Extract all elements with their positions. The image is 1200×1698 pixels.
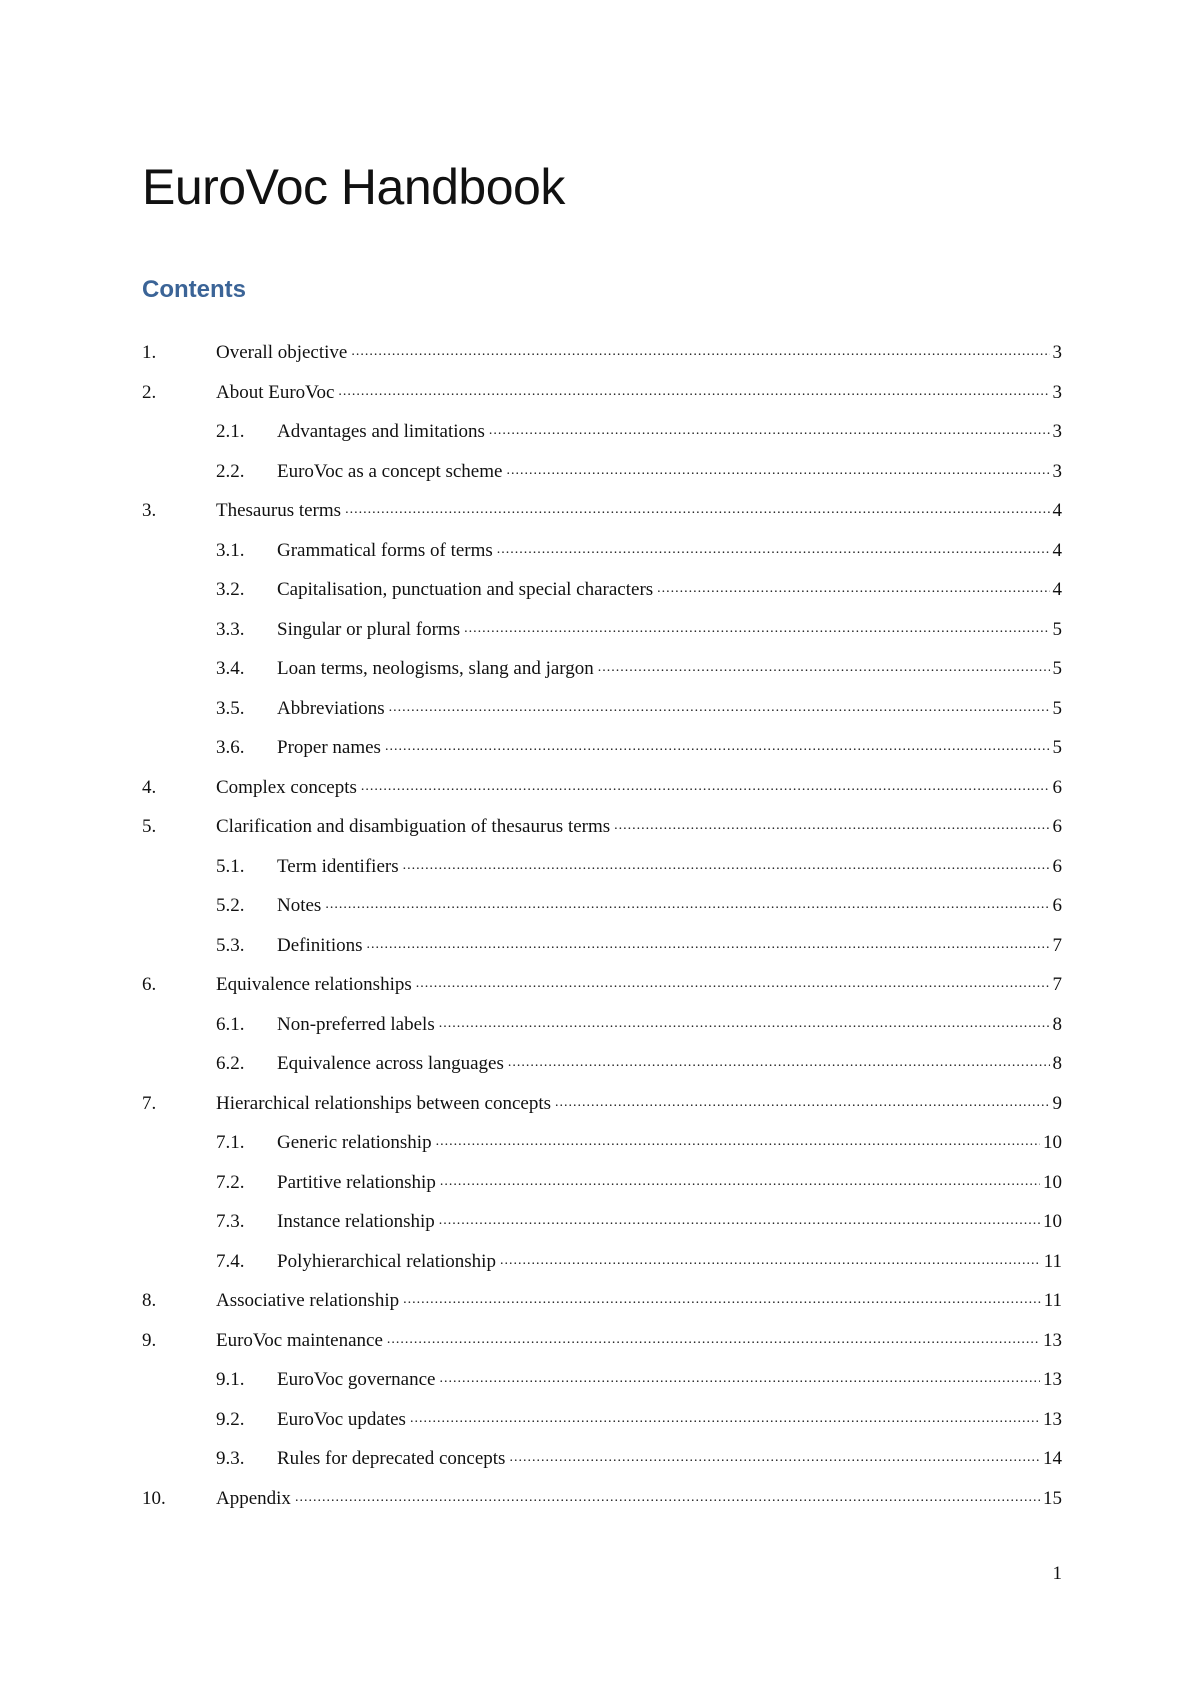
toc-entry-label[interactable]: Generic relationship	[277, 1132, 432, 1154]
toc-dot-leader	[325, 896, 1049, 915]
toc-entry[interactable]	[142, 1044, 1062, 1084]
toc-entry-label[interactable]: Rules for deprecated concepts	[277, 1448, 506, 1470]
toc-entry[interactable]	[142, 452, 1062, 492]
toc-entry-label[interactable]: Instance relationship	[277, 1211, 435, 1233]
toc-dot-leader	[508, 1054, 1050, 1073]
toc-entry-number: 4.	[142, 776, 157, 798]
toc-entry[interactable]	[142, 1479, 1062, 1519]
toc-dot-leader	[464, 620, 1049, 639]
toc-entry[interactable]	[142, 965, 1062, 1005]
toc-entry-label[interactable]: Singular or plural forms	[277, 618, 461, 640]
table-of-contents	[142, 333, 1062, 1518]
toc-entry-page[interactable]: 3	[1052, 460, 1062, 482]
toc-entry-label[interactable]: Definitions	[277, 934, 363, 956]
toc-entry-number: 8.	[142, 1290, 157, 1312]
toc-entry-label[interactable]: Grammatical forms of terms	[277, 539, 493, 561]
toc-entry-number: 5.1.	[216, 855, 245, 877]
toc-entry-label[interactable]: Advantages and limitations	[277, 421, 485, 443]
toc-entry-page[interactable]: 6	[1052, 816, 1062, 838]
toc-entry[interactable]	[142, 1321, 1062, 1361]
toc-entry[interactable]	[142, 1360, 1062, 1400]
toc-entry-label[interactable]: Polyhierarchical relationship	[277, 1250, 496, 1272]
toc-entry-label[interactable]: Overall objective	[216, 342, 348, 364]
toc-dot-leader	[614, 817, 1049, 836]
toc-entry-number: 7.1.	[216, 1132, 245, 1154]
toc-entry-label[interactable]: Clarification and disambiguation of thesaurus terms	[216, 816, 611, 838]
toc-dot-leader	[387, 1331, 1040, 1350]
toc-entry-number: 3.4.	[216, 658, 245, 680]
toc-dot-leader	[500, 1252, 1041, 1271]
toc-entry-number: 5.3.	[216, 934, 245, 956]
toc-dot-leader	[345, 501, 1049, 520]
toc-dot-leader	[506, 462, 1049, 481]
toc-entry[interactable]	[142, 570, 1062, 610]
toc-dot-leader	[361, 778, 1050, 797]
toc-dot-leader	[403, 857, 1050, 876]
toc-entry[interactable]	[142, 1005, 1062, 1045]
toc-dot-leader	[555, 1094, 1050, 1113]
toc-entry-label[interactable]: Notes	[277, 895, 322, 917]
toc-dot-leader	[295, 1489, 1040, 1508]
toc-entry-label[interactable]: Non-preferred labels	[277, 1013, 435, 1035]
toc-dot-leader	[410, 1410, 1040, 1429]
toc-entry[interactable]	[142, 412, 1062, 452]
toc-dot-leader	[489, 422, 1050, 441]
toc-entry-label[interactable]: Capitalisation, punctuation and special characters	[277, 579, 654, 601]
toc-entry-number: 3.2.	[216, 579, 245, 601]
toc-entry-label[interactable]: Complex concepts	[216, 776, 357, 798]
toc-dot-leader	[389, 699, 1050, 718]
toc-entry-number: 2.	[142, 381, 157, 403]
toc-entry-number: 9.3.	[216, 1448, 245, 1470]
toc-entry-page[interactable]: 6	[1052, 776, 1062, 798]
toc-entry-label[interactable]: EuroVoc updates	[277, 1408, 406, 1430]
toc-dot-leader	[439, 1015, 1050, 1034]
toc-dot-leader	[338, 383, 1049, 402]
toc-entry-label[interactable]: Abbreviations	[277, 697, 385, 719]
toc-entry-number: 3.3.	[216, 618, 245, 640]
toc-dot-leader	[367, 936, 1050, 955]
toc-dot-leader	[439, 1370, 1040, 1389]
toc-entry[interactable]	[142, 1439, 1062, 1479]
toc-entry[interactable]	[142, 689, 1062, 729]
toc-entry-label[interactable]: Appendix	[216, 1487, 291, 1509]
toc-entry[interactable]	[142, 1202, 1062, 1242]
toc-entry-page[interactable]: 4	[1052, 500, 1062, 522]
toc-entry-number: 1.	[142, 342, 157, 364]
toc-entry-number: 7.4.	[216, 1250, 245, 1272]
toc-entry-page[interactable]: 15	[1043, 1487, 1062, 1509]
toc-entry[interactable]	[142, 807, 1062, 847]
toc-entry-label[interactable]: EuroVoc maintenance	[216, 1329, 383, 1351]
toc-entry-number: 6.	[142, 974, 157, 996]
toc-dot-leader	[439, 1212, 1040, 1231]
toc-entry-number: 9.	[142, 1329, 157, 1351]
toc-entry-page[interactable]: 13	[1043, 1369, 1062, 1391]
toc-entry-number: 9.1.	[216, 1369, 245, 1391]
toc-entry[interactable]	[142, 1400, 1062, 1440]
toc-entry[interactable]	[142, 728, 1062, 768]
toc-entry-number: 2.2.	[216, 460, 245, 482]
toc-entry-number: 7.	[142, 1092, 157, 1114]
toc-entry-page[interactable]: 6	[1052, 895, 1062, 917]
toc-entry-number: 6.1.	[216, 1013, 245, 1035]
toc-dot-leader	[509, 1449, 1040, 1468]
toc-entry-label[interactable]: Thesaurus terms	[216, 500, 342, 522]
toc-entry-label[interactable]: Hierarchical relationships between concepts	[216, 1092, 551, 1114]
toc-entry-page[interactable]: 4	[1052, 539, 1062, 561]
toc-entry-page[interactable]: 5	[1052, 658, 1062, 680]
toc-entry-number: 3.	[142, 500, 157, 522]
toc-entry[interactable]	[142, 333, 1062, 373]
page-number: 1	[1052, 1563, 1062, 1584]
toc-entry-label[interactable]: Associative relationship	[216, 1290, 400, 1312]
toc-dot-leader	[598, 659, 1050, 678]
toc-entry-number: 3.5.	[216, 697, 245, 719]
toc-dot-leader	[403, 1291, 1041, 1310]
toc-entry-label[interactable]: Equivalence relationships	[216, 974, 412, 996]
toc-entry-page[interactable]: 3	[1052, 381, 1062, 403]
toc-entry-page[interactable]: 14	[1043, 1448, 1062, 1470]
toc-entry-page[interactable]: 7	[1052, 974, 1062, 996]
toc-entry-number: 7.3.	[216, 1211, 245, 1233]
toc-dot-leader	[385, 738, 1050, 757]
toc-entry-page[interactable]: 10	[1043, 1171, 1062, 1193]
toc-entry[interactable]	[142, 649, 1062, 689]
toc-entry-number: 10.	[142, 1487, 166, 1509]
toc-entry-page[interactable]: 11	[1043, 1290, 1062, 1312]
toc-dot-leader	[497, 541, 1050, 560]
toc-entry[interactable]	[142, 1242, 1062, 1282]
toc-entry-page[interactable]: 3	[1052, 421, 1062, 443]
toc-dot-leader	[440, 1173, 1040, 1192]
toc-entry-page[interactable]: 3	[1052, 342, 1062, 364]
toc-entry[interactable]	[142, 491, 1062, 531]
toc-entry-number: 7.2.	[216, 1171, 245, 1193]
toc-entry-page[interactable]: 9	[1052, 1092, 1062, 1114]
toc-entry-number: 5.2.	[216, 895, 245, 917]
toc-entry[interactable]	[142, 886, 1062, 926]
toc-entry-label[interactable]: Equivalence across languages	[277, 1053, 504, 1075]
toc-entry[interactable]	[142, 373, 1062, 413]
toc-entry[interactable]	[142, 1281, 1062, 1321]
document-title: EuroVoc Handbook	[142, 159, 565, 215]
toc-dot-leader	[436, 1133, 1040, 1152]
toc-entry-label[interactable]: EuroVoc as a concept scheme	[277, 460, 503, 482]
toc-entry-label[interactable]: Loan terms, neologisms, slang and jargon	[277, 658, 594, 680]
toc-entry-page[interactable]: 6	[1052, 855, 1062, 877]
contents-heading: Contents	[142, 276, 246, 303]
toc-entry-number: 3.1.	[216, 539, 245, 561]
toc-entry-number: 9.2.	[216, 1408, 245, 1430]
toc-entry-label[interactable]: About EuroVoc	[216, 381, 335, 403]
toc-entry[interactable]	[142, 1123, 1062, 1163]
toc-entry[interactable]	[142, 1163, 1062, 1203]
toc-entry-label[interactable]: Term identifiers	[277, 855, 399, 877]
toc-entry[interactable]	[142, 1084, 1062, 1124]
toc-entry-page[interactable]: 4	[1052, 579, 1062, 601]
toc-entry-page[interactable]: 11	[1043, 1250, 1062, 1272]
toc-entry[interactable]	[142, 926, 1062, 966]
toc-entry[interactable]	[142, 531, 1062, 571]
toc-dot-leader	[657, 580, 1049, 599]
toc-entry-page[interactable]: 13	[1043, 1329, 1062, 1351]
toc-entry-page[interactable]: 13	[1043, 1408, 1062, 1430]
toc-dot-leader	[351, 343, 1049, 362]
toc-entry[interactable]	[142, 610, 1062, 650]
toc-entry-label[interactable]: EuroVoc governance	[277, 1369, 436, 1391]
toc-entry-page[interactable]: 10	[1043, 1132, 1062, 1154]
toc-entry-number: 2.1.	[216, 421, 245, 443]
toc-entry-page[interactable]: 8	[1052, 1053, 1062, 1075]
toc-entry-page[interactable]: 5	[1052, 697, 1062, 719]
toc-entry-page[interactable]: 8	[1052, 1013, 1062, 1035]
toc-entry[interactable]	[142, 847, 1062, 887]
toc-entry-label[interactable]: Proper names	[277, 737, 381, 759]
toc-entry-page[interactable]: 10	[1043, 1211, 1062, 1233]
toc-entry-page[interactable]: 7	[1052, 934, 1062, 956]
toc-entry-number: 3.6.	[216, 737, 245, 759]
toc-entry-page[interactable]: 5	[1052, 737, 1062, 759]
toc-entry-label[interactable]: Partitive relationship	[277, 1171, 436, 1193]
toc-dot-leader	[416, 975, 1050, 994]
toc-entry-page[interactable]: 5	[1052, 618, 1062, 640]
toc-entry-number: 6.2.	[216, 1053, 245, 1075]
toc-entry[interactable]	[142, 768, 1062, 808]
toc-entry-number: 5.	[142, 816, 157, 838]
